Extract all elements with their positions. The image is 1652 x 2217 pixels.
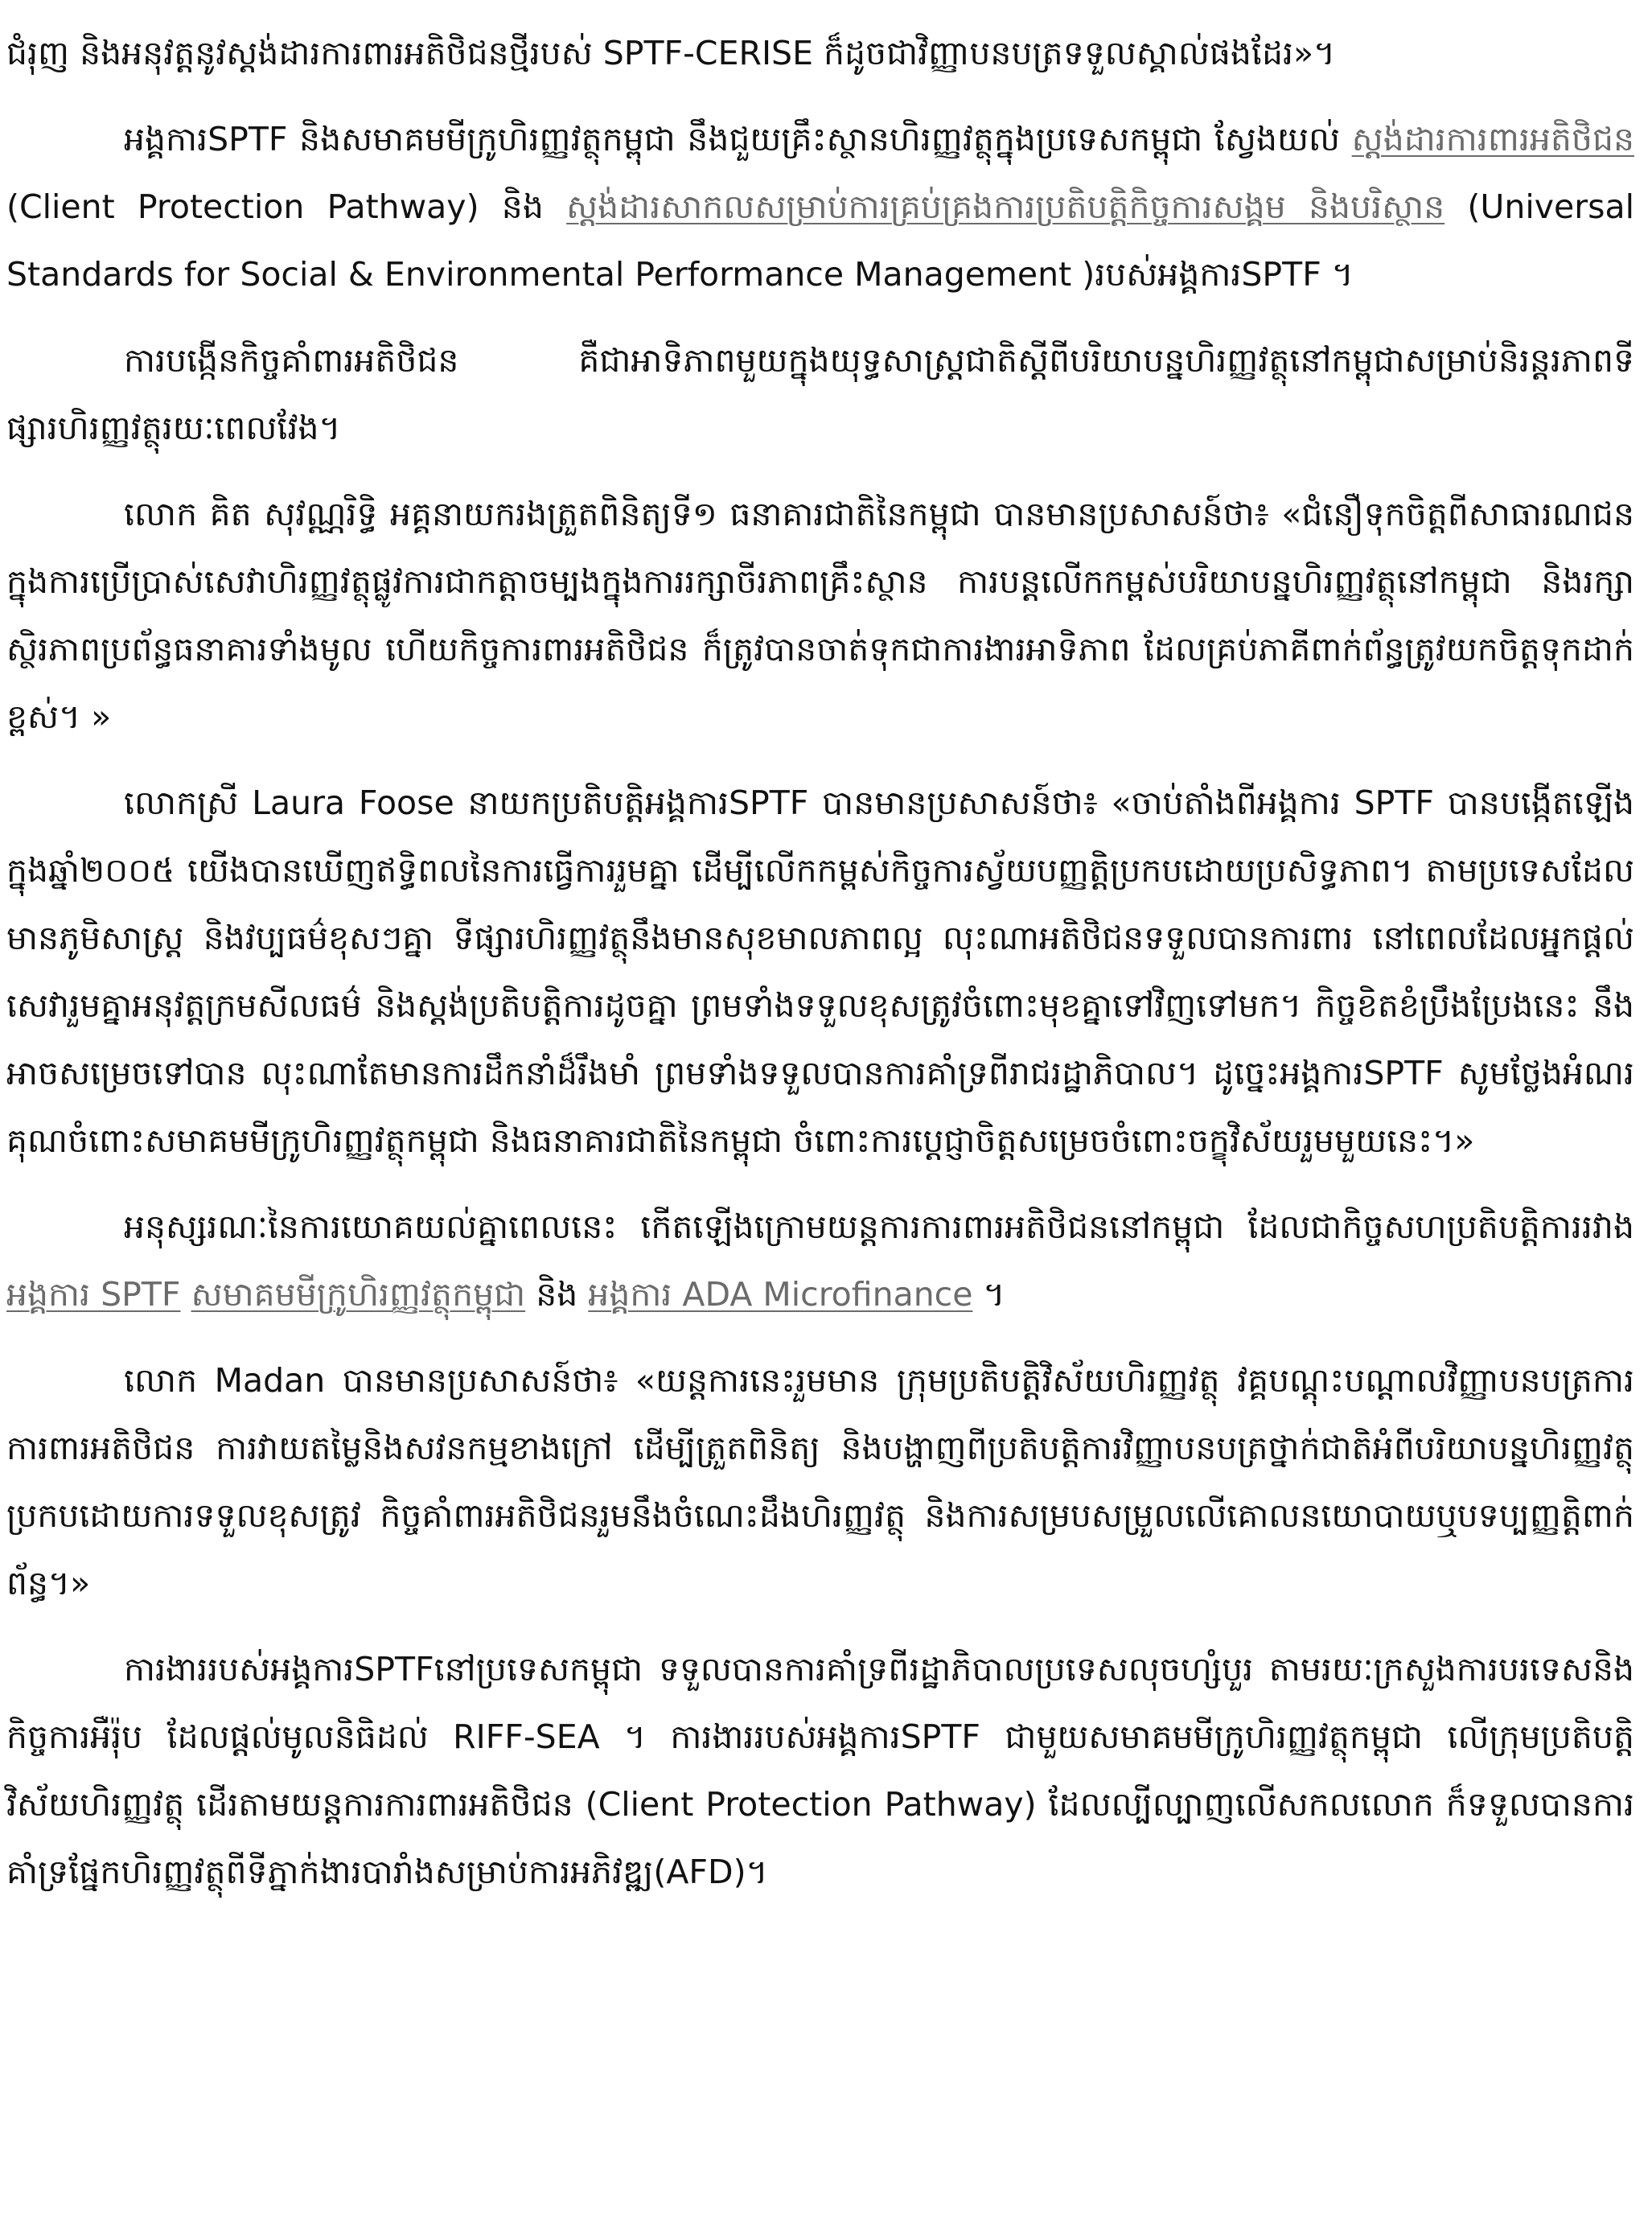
paragraph-2-text-b: (Client Protection Pathway) និង: [6, 187, 567, 226]
paragraph-5: [6, 769, 1634, 1174]
paragraph-2-text-c: (Universal Standards for Social & Environmental Performance Management )របស់អង្គការSPTF ។: [6, 187, 1635, 294]
paragraph-8: [6, 1635, 1634, 1906]
ada-microfinance-link[interactable]: អង្គការ ADA Microfinance: [588, 1275, 973, 1314]
paragraph-2-text-a: អង្គការSPTF និងសមាគមមីក្រូហិរញ្ញវត្ថុកម្ពុជា នឹងជួយគ្រឹះស្ថានហិរញ្ញវត្ថុក្នុងប្រទេសកម្ពុជា ស្វែងយល់: [124, 120, 1352, 158]
client-protection-standards-link[interactable]: ស្តង់ដារការពារអតិថិជន: [1351, 120, 1634, 158]
paragraph-4-text: លោក គិត សុវណ្ណរិទ្ធិ អគ្គនាយករងត្រួតពិនិត្យទី១ ធនាគារជាតិនៃកម្ពុជា បានមានប្រសាសន៍ថា៖ «ជំនឿទុកចិត្តពីសាធារណជនក្នុងការប្រើប្រាស់សេវាហិរញ្ញវត្ថុផ្លូវការជាកត្តាចម្បងក្នុងការរក្សាចីរភាពគ្រឹះស្ថាន ការបន្តលើកកម្ពស់បរិយាបន្នហិរញ្ញវត្ថុនៅកម្ពុជា និងរក្សាស្ថិរភាពប្រព័ន្ធធនាគារទាំងមូល ហើយកិច្ចការពារអតិថិជន ក៏ត្រូវបានចាត់ទុកជាការងារអាទិភាព ដែលគ្រប់ភាគីពាក់ព័ន្ធត្រូវយកចិត្តទុកដាក់ខ្ពស់។ »: [6, 495, 1634, 736]
paragraph-1: [6, 19, 1634, 87]
paragraph-6-text-a: អនុស្សរណៈនៃការយោគយល់គ្នាពេលនេះ កើតឡើងក្រោមយន្តការការពារអតិថិជននៅកម្ពុជា ដែលជាកិច្ចសហប្រតិបត្តិការរវាង: [124, 1207, 1634, 1246]
paragraph-6: [6, 1193, 1634, 1328]
paragraph-7: [6, 1347, 1634, 1617]
paragraph-6-text-b: [181, 1275, 191, 1314]
paragraph-1-text: ជំរុញ និងអនុវត្តនូវស្តង់ដារការពារអតិថិជនថ្មីរបស់ SPTF-CERISE ក៏ដូចជាវិញ្ញាបនបត្រទទួលស្គាល់ផងដែរ»។: [6, 34, 1336, 72]
paragraph-4: [6, 480, 1634, 751]
paragraph-6-text-d: ។: [972, 1275, 1005, 1314]
paragraph-6-text-c: និង: [525, 1275, 589, 1314]
paragraph-8-text: ការងាររបស់អង្គការSPTFនៅប្រទេសកម្ពុជា ទទួលបានការគាំទ្រពីរដ្ឋាភិបាលប្រទេសលុចហ្សំបួរ តាមរយៈក្រសួងការបរទេសនិងកិច្ចការអឺរ៉ុប ដែលផ្តល់មូលនិធិដល់ RIFF-SEA ។ ការងាររបស់អង្គការSPTF ជាមួយសមាគមមីក្រូហិរញ្ញវត្ថុកម្ពុជា លើក្រុមប្រតិបត្តិវិស័យហិរញ្ញវត្ថុ ដើរតាមយន្តការការពារអតិថិជន (Client Protection Pathway) ដែលល្បីល្បាញលើសកលលោក ក៏ទទួលបានការគាំទ្រផ្នែកហិរញ្ញវត្ថុពីទីភ្នាក់ងារបារាំងសម្រាប់ការអភិវឌ្ឍ(AFD)។: [6, 1650, 1634, 1891]
paragraph-3: [6, 327, 1634, 462]
sptf-link[interactable]: អង្គការ SPTF: [6, 1275, 181, 1314]
paragraph-3-text: ការបង្កើនកិច្ចគាំពារអតិថិជន គឺជាអាទិភាពមួយក្នុងយុទ្ធសាស្ត្រជាតិស្តីពីបរិយាបន្នហិរញ្ញវត្ថុនៅកម្ពុជាសម្រាប់និរន្តរភាពទីផ្សារហិរញ្ញវត្ថុរយៈពេលវែង។: [6, 341, 1634, 447]
cma-link[interactable]: សមាគមមីក្រូហិរញ្ញវត្ថុកម្ពុជា: [191, 1275, 526, 1314]
paragraph-2: [6, 105, 1634, 308]
paragraph-7-text: លោក Madan បានមានប្រសាសន៍ថា៖ «យន្តការនេះរួមមាន ក្រុមប្រតិបត្តិវិស័យហិរញ្ញវត្ថុ វគ្គបណ្តុះបណ្តាលវិញ្ញាបនបត្រការការពារអតិថិជន ការវាយតម្លៃនិងសវនកម្មខាងក្រៅ ដើម្បីត្រួតពិនិត្យ និងបង្ហាញពីប្រតិបត្តិការវិញ្ញាបនបត្រថ្នាក់ជាតិអំពីបរិយាបន្នហិរញ្ញវត្ថុប្រកបដោយការទទួលខុសត្រូវ កិច្ចគាំពារអតិថិជនរួមនឹងចំណេះដឹងហិរញ្ញវត្ថុ និងការសម្របសម្រួលលើគោលនយោបាយឬបទប្បញ្ញត្តិពាក់ព័ន្ធ។»: [6, 1361, 1634, 1602]
universal-standards-link[interactable]: ស្តង់ដារសាកលសម្រាប់ការគ្រប់គ្រងការប្រតិបត្តិកិច្ចការសង្គម និងបរិស្ថាន: [566, 187, 1445, 226]
paragraph-5-text: លោកស្រី Laura Foose នាយកប្រតិបត្តិអង្គការSPTF បានមានប្រសាសន៍ថា៖ «ចាប់តាំងពីអង្គការ SPTF បានបង្កើតឡើងក្នុងឆ្នាំ២០០៥ យើងបានឃើញឥទ្ធិពលនៃការធ្វើការរួមគ្នា ដើម្បីលើកកម្ពស់កិច្ចការស្វ័យបញ្ញត្តិប្រកបដោយប្រសិទ្ធភាព។ តាមប្រទេសដែលមានភូមិសាស្ត្រ និងវប្បធម៌ខុសៗគ្នា ទីផ្សារហិរញ្ញវត្ថុនឹងមានសុខមាលភាពល្អ លុះណាអតិថិជនទទួលបានការពារ នៅពេលដែលអ្នកផ្តល់សេវារួមគ្នាអនុវត្តក្រមសីលធម៌ និងស្តង់ប្រតិបត្តិការដូចគ្នា ព្រមទាំងទទួលខុសត្រូវចំពោះមុខគ្នាទៅវិញទៅមក។ កិច្ចខិតខំប្រឹងប្រែងនេះ នឹងអាចសម្រេចទៅបាន លុះណាតែមានការដឹកនាំដ៏រឹងមាំ ព្រមទាំងទទួលបានការគាំទ្រពីរាជរដ្ឋាភិបាល។ ដូច្នេះអង្គការSPTF សូមថ្លែងអំណរគុណចំពោះសមាគមមីក្រូហិរញ្ញវត្ថុកម្ពុជា និងធនាគារជាតិនៃកម្ពុជា ចំពោះការប្តេជ្ញាចិត្តសម្រេចចំពោះចក្ខុវិស័យរួមមួយនេះ។»: [6, 784, 1634, 1160]
